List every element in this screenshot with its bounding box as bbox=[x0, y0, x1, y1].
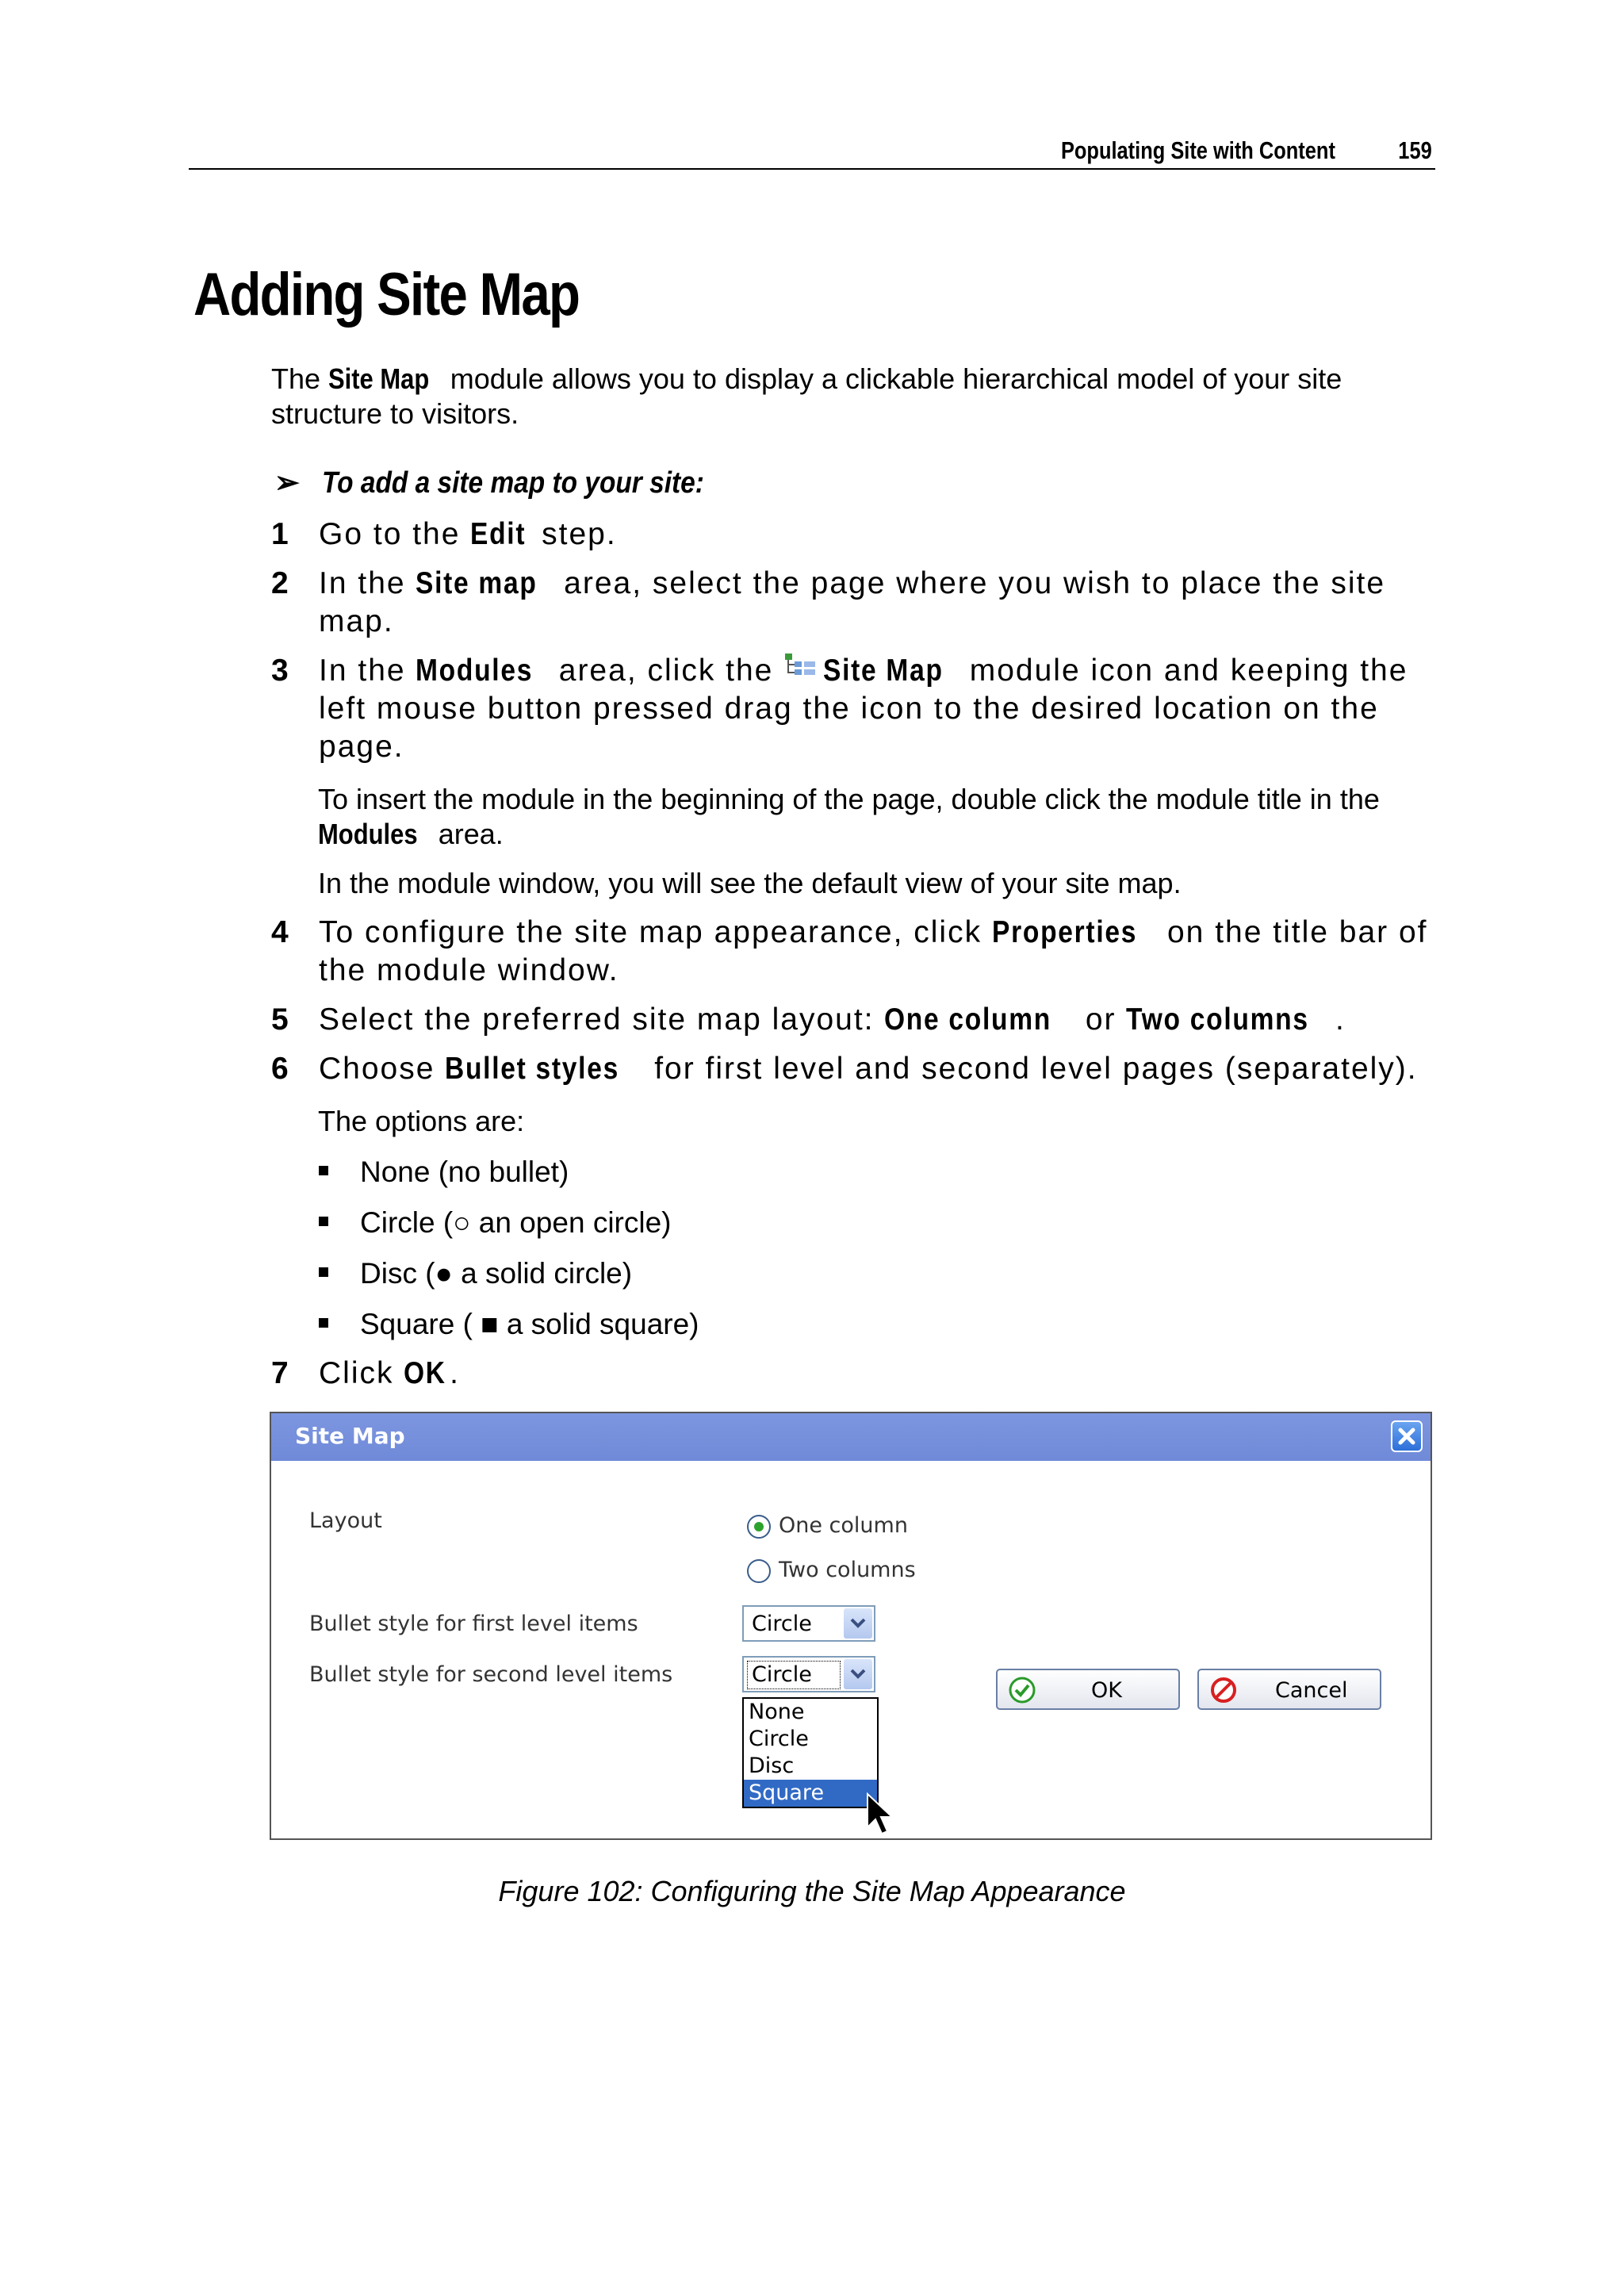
second-level-bullet-select[interactable]: Circle bbox=[742, 1656, 875, 1692]
square-bullet-icon bbox=[319, 1217, 328, 1226]
step-3-note-1: To insert the module in the beginning of the page, double click the module title in the Modules area. bbox=[318, 783, 1380, 850]
step-5: 5 Select the preferred site map layout: One column or Two columns . bbox=[271, 1002, 1346, 1037]
header-section-title: Populating Site with Content bbox=[1061, 136, 1335, 164]
square-bullet-icon bbox=[319, 1166, 328, 1175]
radio-one-column[interactable] bbox=[747, 1515, 771, 1539]
step-3: 3 In the Modules area, click the Site Map module icon and keeping the left mouse button pressed drag the icon to the desired location on the page. bbox=[271, 654, 1408, 764]
options-intro: The options are: bbox=[318, 1105, 525, 1137]
option-item: Disc (● a solid circle) bbox=[319, 1256, 632, 1291]
chevron-down-icon bbox=[844, 1608, 872, 1639]
step-2: 2 In the Site map area, select the page where you wish to place the site map. bbox=[271, 566, 1386, 638]
option-item: None (no bullet) bbox=[319, 1155, 569, 1190]
running-header bbox=[189, 133, 1435, 170]
option-item: Circle (○ an open circle) bbox=[319, 1205, 671, 1240]
check-icon bbox=[1009, 1677, 1036, 1704]
radio-label-one-column: One column bbox=[779, 1513, 908, 1538]
dropdown-option-disc[interactable]: Disc bbox=[749, 1754, 795, 1778]
figure-caption: Figure 102: Configuring the Site Map Appearance bbox=[498, 1875, 1126, 1907]
dropdown-option-square[interactable]: Square bbox=[744, 1780, 877, 1807]
first-level-bullet-select[interactable]: Circle bbox=[742, 1605, 875, 1642]
first-level-label: Bullet style for first level items bbox=[309, 1612, 638, 1636]
step-7: 7 Click OK . bbox=[271, 1356, 461, 1390]
cancel-button[interactable]: Cancel bbox=[1197, 1669, 1381, 1710]
step-1: 1 Go to the Edit step. bbox=[271, 517, 617, 551]
page-title: Adding Site Map bbox=[193, 261, 580, 328]
close-icon[interactable] bbox=[1391, 1420, 1423, 1452]
step-6: 6 Choose Bullet styles for first level and second level pages (separately). bbox=[271, 1052, 1418, 1086]
dropdown-option-none[interactable]: None bbox=[749, 1700, 805, 1724]
ok-button[interactable]: OK bbox=[996, 1669, 1180, 1710]
arrow-bullet-icon: ➢ bbox=[274, 466, 300, 500]
bullet-style-dropdown-list bbox=[742, 1697, 879, 1808]
dialog-titlebar bbox=[271, 1413, 1431, 1461]
site-map-module-icon bbox=[783, 652, 817, 684]
second-level-label: Bullet style for second level items bbox=[309, 1662, 673, 1687]
step-3-note-2: In the module window, you will see the default view of your site map. bbox=[318, 867, 1182, 899]
mouse-cursor-icon bbox=[866, 1792, 898, 1837]
intro-paragraph: The Site Map module allows you to display a clickable hierarchical model of your site structure to visitors. bbox=[271, 362, 1342, 430]
square-bullet-icon bbox=[319, 1318, 328, 1328]
site-map-dialog bbox=[270, 1412, 1432, 1840]
square-bullet-icon bbox=[319, 1267, 328, 1277]
dialog-title: Site Map bbox=[295, 1423, 405, 1449]
option-item: Square ( ■ a solid square) bbox=[319, 1307, 699, 1342]
chevron-down-icon bbox=[844, 1659, 872, 1689]
layout-label: Layout bbox=[309, 1508, 382, 1533]
term-site-map: Site Map bbox=[328, 362, 430, 395]
header-page-number: 159 bbox=[1398, 136, 1432, 164]
radio-two-columns[interactable] bbox=[747, 1559, 771, 1583]
dropdown-option-circle[interactable]: Circle bbox=[749, 1727, 809, 1751]
cancel-icon bbox=[1210, 1677, 1237, 1704]
step-4: 4 To configure the site map appearance, click Properties on the title bar of the module window. bbox=[271, 915, 1428, 987]
radio-label-two-columns: Two columns bbox=[779, 1558, 916, 1582]
procedure-heading: ➢ To add a site map to your site: bbox=[274, 466, 704, 500]
